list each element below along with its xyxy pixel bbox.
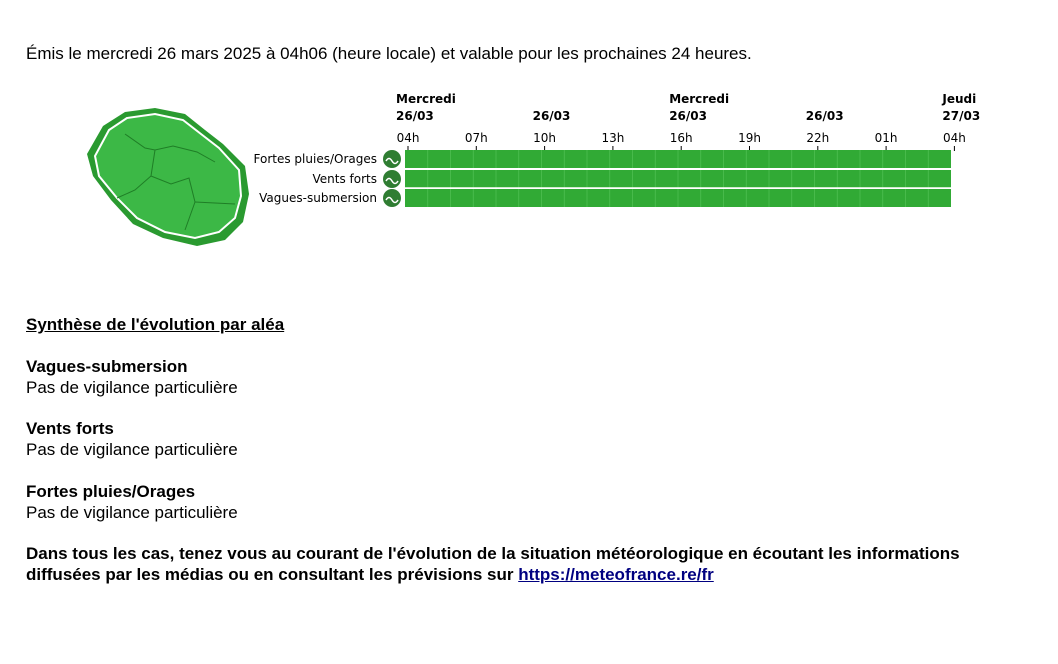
hazard-block-waves xyxy=(26,356,238,398)
date-label: 26/03 xyxy=(396,109,434,123)
wind-icon xyxy=(383,170,401,188)
footer-advice xyxy=(26,543,1036,585)
rain-storm-icon xyxy=(383,150,401,168)
date-label: 27/03 xyxy=(942,109,981,123)
wave-icon xyxy=(383,189,401,207)
hazard-name: Vents forts xyxy=(26,419,114,438)
row-label: Fortes pluies/Orages xyxy=(253,152,377,166)
row-label: Vagues-submersion xyxy=(259,191,377,205)
day-label: Jeudi xyxy=(942,92,977,106)
vigilance-timeline xyxy=(240,88,1000,216)
hazard-status: Pas de vigilance particulière xyxy=(26,440,238,459)
hazard-name: Fortes pluies/Orages xyxy=(26,482,196,501)
row-label: Vents forts xyxy=(312,172,377,186)
hour-label: 07h xyxy=(464,131,488,145)
meteofrance-link[interactable]: https://meteofrance.re/fr xyxy=(518,565,714,584)
hour-label: 01h xyxy=(874,131,898,145)
hazard-name: Vagues-submersion xyxy=(26,357,188,376)
day-label: Mercredi xyxy=(669,92,730,106)
reunion-map xyxy=(85,104,251,248)
hazard-block-wind xyxy=(26,418,238,460)
hour-label: 04h xyxy=(942,131,966,145)
date-label: 26/03 xyxy=(669,109,707,123)
footer-text: Dans tous les cas, tenez vous au courant de l'évolution de la situation météorologique en écoutant les informations diffusées par les médias ou en consultant les prévisions sur xyxy=(26,544,960,584)
hour-label: 19h xyxy=(738,131,761,145)
hour-label: 04h xyxy=(396,131,420,145)
hour-label: 22h xyxy=(806,131,830,145)
date-label: 26/03 xyxy=(805,109,844,123)
hazard-status: Pas de vigilance particulière xyxy=(26,378,238,397)
hour-label: 10h xyxy=(533,131,557,145)
hour-label: 16h xyxy=(669,131,693,145)
hazard-block-rain xyxy=(26,481,238,523)
day-label: Mercredi xyxy=(396,92,456,106)
hazard-status: Pas de vigilance particulière xyxy=(26,503,238,522)
date-label: 26/03 xyxy=(532,109,571,123)
map-island xyxy=(95,114,241,238)
synthese-title: Synthèse de l'évolution par aléa xyxy=(26,315,285,334)
hour-label: 13h xyxy=(601,131,625,145)
intro-text: Émis le mercredi 26 mars 2025 à 04h06 (heure locale) et valable pour les prochaines 24 heures. xyxy=(26,44,752,63)
